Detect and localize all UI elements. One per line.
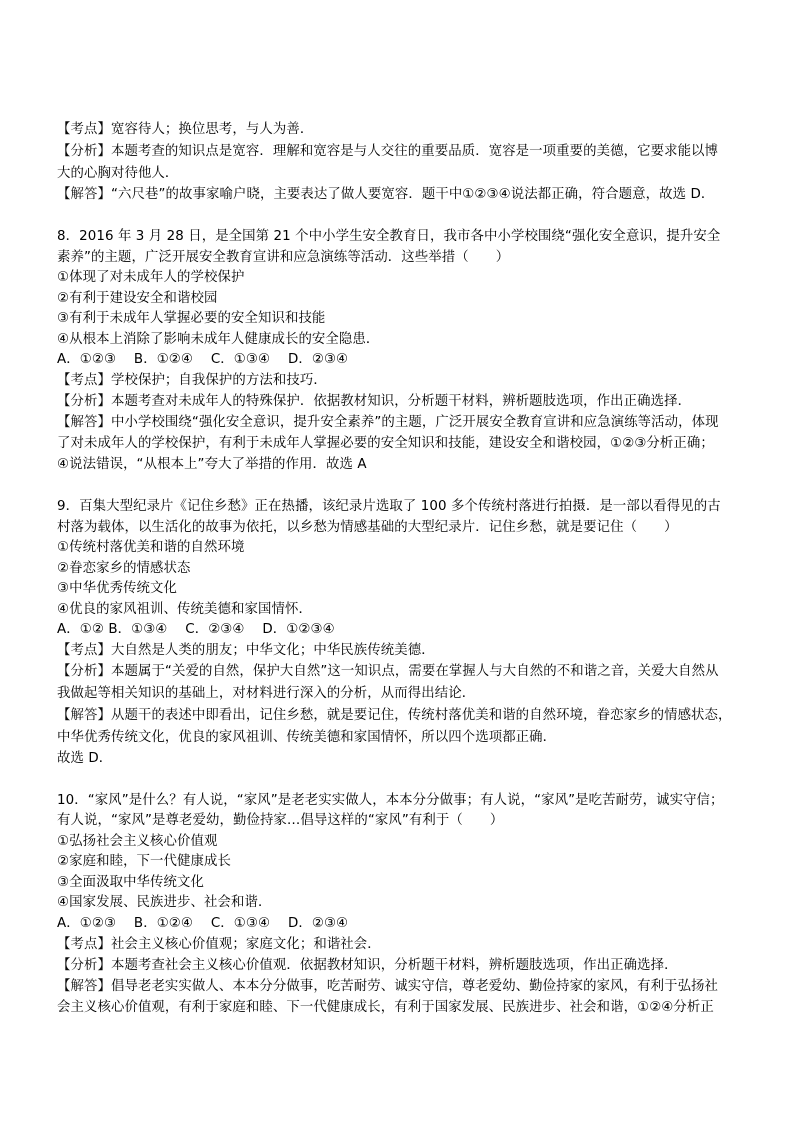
kaodian-tag: 【考点】 [57, 643, 111, 658]
jieda-text: 倡导老老实实做人、本本分分做事，吃苦耐劳、诚实守信，尊老爱幼、勤俭持家的家风，有利于弘扬社 [110, 979, 719, 994]
fenxi-tag: 【分析】 [57, 664, 111, 679]
fenxi-text: 本题考查社会主义核心价值观．依据教材知识，分析题干材料，辨析题肢选项，作出正确选择． [110, 958, 678, 973]
question-9-jieda [57, 706, 732, 726]
fenxi-line-cont: 大的心胸对待他人． [57, 166, 179, 181]
fenxi-text: 本题考查对未成年人的特殊保护．依据教材知识，分析题干材料，辨析题肢选项，作出正确选择． [110, 394, 692, 409]
fenxi-tag: 【分析】 [57, 394, 111, 409]
question-9-kaodian [57, 641, 435, 661]
question-10-kaodian [57, 935, 381, 955]
question-9-fenxi-cont: 我做起等相关知识的基础上，对材料进行深入的分析，从而得出结论． [57, 686, 476, 701]
question-8-jieda-cont: 了对未成年人的学校保护，有利于未成年人掌握必要的安全知识和技能，建设安全和谐校园，①②③分析正确； [57, 436, 714, 451]
jieda-tag: 【解答】 [57, 415, 111, 430]
question-8-option-2: ②有利于建设安全和谐校园 [57, 291, 218, 306]
question-9-option-4: ④优良的家风祖训、传统美德和家国情怀． [57, 602, 312, 617]
question-8-fenxi [57, 392, 691, 412]
kaodian-tag: 【考点】 [57, 373, 111, 388]
question-8-stem-cont: 素养”的主题，广泛开展安全教育宣讲和应急演练等活动．这些举措（ ） [57, 250, 510, 265]
question-9-choices: A．①② B．①③④ C．②③④ D．①②③④ [57, 622, 335, 637]
question-10-stem: 10．“家风”是什么？有人说，“家风”是老老实实做人，本本分分做事；有人说，“家风”是吃苦耐劳，诚实守信； [57, 793, 724, 808]
question-8-jieda-cont: ④说法错误，“从根本上”夸大了举措的作用．故选 A [57, 457, 367, 472]
jieda-tag: 【解答】 [57, 187, 111, 202]
question-8-jieda [57, 413, 719, 433]
kaodian-text: 大自然是人类的朋友；中华文化；中华民族传统美德． [110, 643, 435, 658]
kaodian-tag: 【考点】 [57, 122, 111, 137]
kaodian-line [57, 120, 313, 140]
question-10-jieda-cont: 会主义核心价值观，有利于家庭和睦、下一代健康成长，有利于国家发展、民族进步、社会和谐，①②④分析正 [57, 1000, 714, 1015]
question-9-fenxi [57, 662, 719, 682]
kaodian-text: 社会主义核心价值观；家庭文化；和谐社会． [110, 937, 381, 952]
question-10-fenxi [57, 956, 678, 976]
question-10-stem-cont: 有人说，“家风”是尊老爱幼，勤俭持家…倡导这样的“家风”有利于（ ） [57, 813, 504, 828]
question-10-jieda [57, 977, 718, 997]
question-8-option-4: ④从根本上消除了影响未成年人健康成长的安全隐患． [57, 332, 380, 347]
question-8-option-1: ①体现了对未成年人的学校保护 [57, 270, 245, 285]
question-10-option-1: ①弘扬社会主义核心价值观 [57, 834, 218, 849]
kaodian-text: 学校保护；自我保护的方法和技巧． [110, 373, 327, 388]
fenxi-line [57, 142, 718, 162]
kaodian-text: 宽容待人；换位思考，与人为善． [110, 122, 314, 137]
question-9-option-1: ①传统村落优美和谐的自然环境 [57, 540, 245, 555]
fenxi-tag: 【分析】 [57, 144, 111, 159]
question-8-option-3: ③有利于未成年人掌握必要的安全知识和技能 [57, 311, 326, 326]
question-9-option-2: ②眷恋家乡的情感状态 [57, 561, 191, 576]
kaodian-tag: 【考点】 [57, 937, 111, 952]
jieda-text: 中小学校围绕“强化安全意识，提升安全素养”的主题，广泛开展安全教育宣讲和应急演练等活动，体现 [110, 415, 719, 430]
question-9-stem: 9．百集大型纪录片《记住乡愁》正在热播，该纪录片选取了 100 多个传统村落进行拍摄．是一部以看得见的古 [57, 499, 721, 514]
jieda-line [57, 185, 714, 205]
question-9-stem-cont: 村落为载体，以生活化的故事为依托，以乡愁为情感基础的大型纪录片．记住乡愁，就是要记住（ ） [57, 520, 678, 535]
question-10-choices: A．①②③ B．①②④ C．①③④ D．②③④ [57, 916, 349, 931]
jieda-tag: 【解答】 [57, 708, 111, 723]
question-10-option-2: ②家庭和睦，下一代健康成长 [57, 854, 231, 869]
question-8-choices: A．①②③ B．①②④ C．①③④ D．②③④ [57, 352, 349, 367]
question-9-jieda-cont: 中华优秀传统文化，优良的家风祖训、传统美德和家国情怀，所以四个选项都正确． [57, 730, 557, 745]
jieda-text: “六尺巷”的故事家喻户晓，主要表达了做人要宽容．题干中①②③④说法都正确，符合题意，故选 D． [110, 187, 715, 202]
question-10-option-4: ④国家发展、民族进步、社会和谐． [57, 895, 272, 910]
question-8-stem: 8．2016 年 3 月 28 日，是全国第 21 个中小学生安全教育日，我市各中小学校围绕“强化安全意识，提升安全 [57, 229, 721, 244]
question-9-jieda-cont: 故选 D． [57, 751, 113, 766]
fenxi-tag: 【分析】 [57, 958, 111, 973]
jieda-tag: 【解答】 [57, 979, 111, 994]
question-9-option-3: ③中华优秀传统文化 [57, 581, 178, 596]
fenxi-text: 本题属于“关爱的自然，保护大自然”这一知识点，需要在掌握人与大自然的不和谐之音，关爱大自然从 [110, 664, 719, 679]
fenxi-text: 本题考查的知识点是宽容．理解和宽容是与人交往的重要品质．宽容是一项重要的美德，它要求能以博 [110, 144, 719, 159]
jieda-text: 从题干的表述中即看出，记住乡愁，就是要记住，传统村落优美和谐的自然环境，眷恋家乡的情感状态， [110, 708, 732, 723]
question-10-option-3: ③全面汲取中华传统文化 [57, 875, 205, 890]
question-8-kaodian [57, 371, 327, 391]
